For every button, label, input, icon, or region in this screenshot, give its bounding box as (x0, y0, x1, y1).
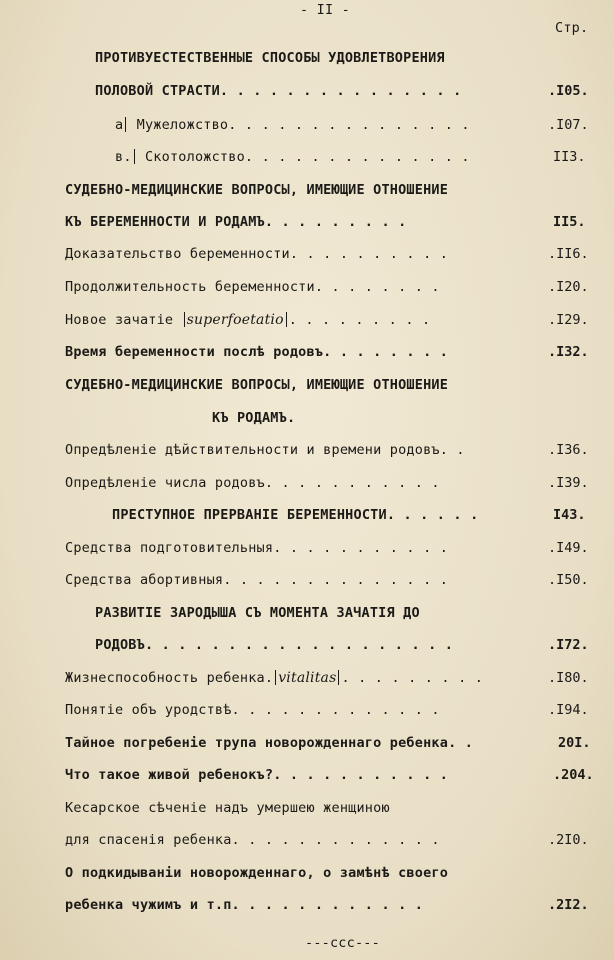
toc-entry: Понятiе объ уродствѣ. . . . . . . . . . . . . (65, 702, 440, 718)
entry-text: Скотоложство. . . . . . . . . . . . . . (144, 149, 470, 165)
toc-entry (115, 149, 470, 165)
entry-text: Жизнеспособность ребенка. (65, 670, 274, 686)
toc-page: II3. (553, 149, 586, 165)
toc-entry: для спасенiя ребенка. . . . . . . . . . . . . (65, 832, 440, 848)
handwritten-note: superfoetatio (186, 312, 284, 328)
bracket-bar (125, 117, 126, 132)
toc-page: .I29. (548, 312, 589, 328)
toc-page: .2I0. (548, 832, 589, 848)
toc-page: .II6. (548, 246, 589, 262)
toc-entry: Средства подготовительныя. . . . . . . . . . . (65, 540, 449, 556)
toc-page: .204. (553, 767, 594, 783)
toc-entry: РАЗВИТIЕ ЗАРОДЫША СЪ МОМЕНТА ЗАЧАТIЯ ДО (95, 605, 420, 621)
toc-page: I43. (553, 507, 586, 523)
footer-mark: ---ссс--- (305, 935, 380, 951)
toc-entry: Тайное погребенiе трупа новорожденнаго ребенка. . (65, 735, 474, 751)
column-header: Стр. (555, 20, 589, 36)
toc-entry: ПРОТИВУЕСТЕСТВЕННЫЕ СПОСОБЫ УДОВЛЕТВОРЕНИЯ (95, 50, 445, 66)
bracket-bar (275, 670, 276, 685)
toc-page: .I49. (548, 540, 589, 556)
toc-entry: СУДЕБНО-МЕДИЦИНСКИЕ ВОПРОСЫ, ИМЕЮЩИЕ ОТНОШЕНИЕ (65, 182, 449, 198)
toc-entry: Доказательство беременности. . . . . . . . . . (65, 246, 449, 262)
toc-page: II5. (553, 214, 586, 230)
toc-entry: Опредѣленiе дѣйствительности и времени родовъ. . (65, 442, 465, 458)
toc-entry (65, 312, 430, 328)
toc-entry: КЪ БЕРЕМЕННОСТИ И РОДАМЪ. . . . . . . . . (65, 214, 407, 230)
toc-entry: Средства абортивныя. . . . . . . . . . . . . . (65, 572, 449, 588)
bracket-bar (286, 312, 287, 327)
bracket-bar (184, 312, 185, 327)
entry-prefix: а (115, 117, 124, 133)
toc-page: .I32. (548, 344, 589, 360)
toc-page: .I36. (548, 442, 589, 458)
toc-entry: Кесарское сѣченiе надъ умершею женщиною (65, 800, 390, 816)
toc-entry: КЪ РОДАМЪ. (212, 410, 296, 426)
toc-entry (65, 670, 483, 686)
toc-page: .I20. (548, 279, 589, 295)
toc-page: .I05. (548, 83, 589, 99)
bracket-bar (338, 670, 339, 685)
toc-page: .I80. (548, 670, 589, 686)
toc-entry: О подкидываніи новорожденнаго, о замѣнѣ своего (65, 865, 449, 881)
toc-page: .I50. (548, 572, 589, 588)
handwritten-note: vitalitas (278, 670, 337, 686)
bracket-bar (134, 149, 135, 164)
toc-entry: Продолжительность беременности. . . . . . . . (65, 279, 440, 295)
entry-prefix: в. (115, 149, 132, 165)
toc-entry: ПОЛОВОЙ СТРАСТИ. . . . . . . . . . . . . . . (95, 83, 462, 99)
toc-page: .I72. (548, 637, 589, 653)
entry-text: Новое зачатiе (65, 312, 174, 328)
toc-page: 20I. (558, 735, 591, 751)
entry-leader: . . . . . . . . . (341, 670, 484, 686)
toc-entry: ПРЕСТУПНОЕ ПРЕРВАНIЕ БЕРЕМЕННОСТИ. . . . . . (112, 507, 479, 523)
toc-page: .2I2. (548, 897, 589, 913)
toc-entry: ребенка чужимъ и т.п. . . . . . . . . . . . (65, 897, 424, 913)
toc-entry: Время беременности послѣ родовъ. . . . . . . . (65, 344, 449, 360)
toc-page: .I07. (548, 117, 589, 133)
toc-page: .I94. (548, 702, 589, 718)
entry-text: Мужеложство. . . . . . . . . . . . . . . (136, 117, 470, 133)
toc-entry: Что такое живой ребенокъ?. . . . . . . . . . . (65, 767, 449, 783)
toc-entry (115, 117, 470, 133)
toc-entry: РОДОВЪ. . . . . . . . . . . . . . . . . . . (95, 637, 454, 653)
page-number: - II - (300, 2, 350, 18)
toc-entry: СУДЕБНО-МЕДИЦИНСКИЕ ВОПРОСЫ, ИМЕЮЩИЕ ОТНОШЕНИЕ (65, 377, 449, 393)
toc-entry: Опредѣленiе числа родовъ. . . . . . . . . . . (65, 475, 440, 491)
entry-leader: . . . . . . . . . (288, 312, 431, 328)
toc-page: .I39. (548, 475, 589, 491)
